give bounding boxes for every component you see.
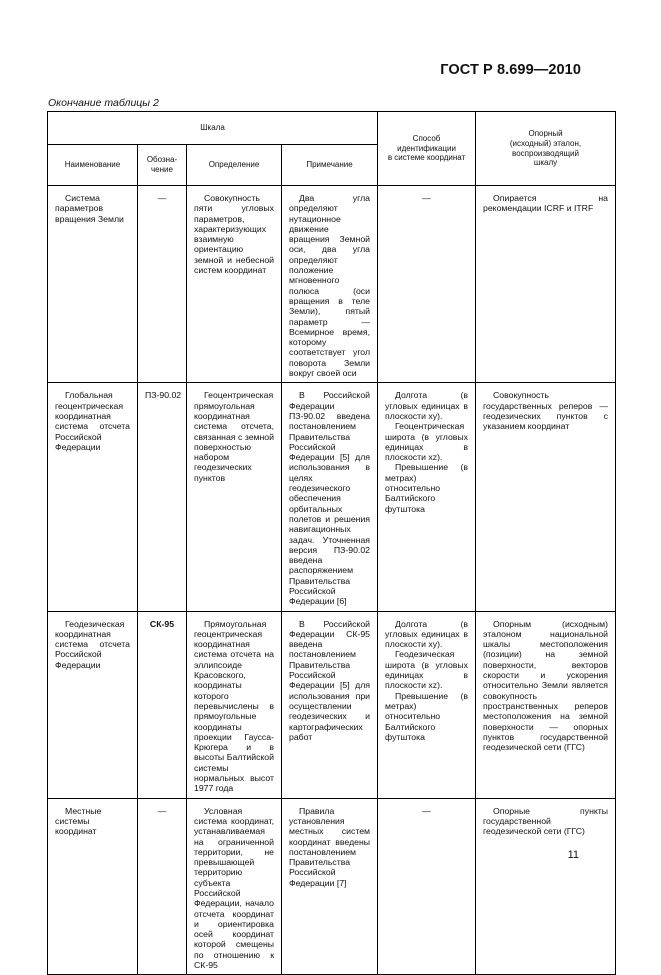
header-scale: Шкала	[48, 112, 378, 145]
cell-reference: Опорные пункты государственной геодезической сети (ГГС)	[483, 805, 609, 837]
header-definition: Определение	[187, 145, 282, 186]
cell-note: Два угла определяют нутационное движение вращения Земной оси, два угла определяют положение мгновенного полюса (оси вращения в теле Земли), пятый параметр — Всемирное время, которому соответствует угол поворота Земли вокруг своей оси	[289, 193, 371, 379]
cell-reference: Опорным (исходным) эталоном национальной шкалы местоположения (позиции) на земной поверхности, векторов скорости и ускорения относительно Земли является совокупность пространственных реперов местоположения на земной поверхности — опорных пунктов государственной геодезической сети (ГГС)	[483, 618, 609, 753]
page-number: 11	[567, 849, 579, 861]
cell-identification-line: Геодезическая широта (в угловых единицах в плоскости xz).	[385, 649, 469, 691]
cell-name: Местные системы координат	[55, 805, 102, 837]
header-designation: Обозна- чение	[138, 145, 187, 186]
cell-definition: Геоцентрическая прямоугольная координатная система отсчета, связанная с земной поверхностью набором геодезических пунктов	[194, 390, 274, 483]
data-table	[47, 111, 616, 975]
cell-designation: СК-95	[149, 618, 175, 629]
table-row	[48, 798, 616, 975]
cell-reference: Опирается на рекомендации ICRF и ITRF	[483, 193, 609, 214]
header-reference: Опорный (исходный) эталон, воспроизводящий шкалу	[476, 112, 616, 186]
cell-identification-line: Геоцентрическая широта (в угловых единицах в плоскости xz).	[385, 421, 469, 463]
table-caption: Окончание таблицы 2	[48, 97, 159, 109]
cell-identification-line: Долгота (в угловых единицах в плоскости xy).	[385, 618, 469, 650]
cell-definition: Прямоугольная геоцентрическая координатная система отсчета на эллипсоиде Красовского, координаты которого перевычислены в прямоугольные координаты проекции Гаусса-Крюгера и в высоты Балтийской системы нормальных высот 1977 года	[194, 618, 274, 794]
cell-definition: Совокупность пяти угловых параметров, характеризующих взаимную ориентацию земной и небесной систем координат	[194, 193, 274, 276]
header-note: Примечание	[282, 145, 378, 186]
cell-designation: ПЗ-90.02	[145, 390, 182, 401]
cell-reference: Совокупность государственных реперов — геодезических пунктов с указанием координат	[483, 390, 609, 432]
cell-designation: —	[157, 805, 167, 816]
header-name: Наименование	[48, 145, 138, 186]
cell-name: Система параметров вращения Земли	[55, 193, 124, 224]
cell-note: В Российской Федерации ПЗ-90.02 введена постановлением Правительства Российской Федерации [5] для использования в целях геодезического обеспечения орбитальных полетов и решения навигационных задач. Уточненная версия ПЗ-90.02 введена распоряжением Правительства Российской Федерации [6]	[289, 390, 371, 607]
cell-identification-line: Превышение (в метрах) относительно Балтийского футштока	[385, 462, 469, 514]
cell-identification-line: Превышение (в метрах) относительно Балтийского футштока	[385, 690, 469, 742]
standard-number: ГОСТ Р 8.699—2010	[440, 62, 581, 78]
table-row	[48, 611, 616, 798]
cell-name: Глобальная геоцентрическая координатная система отсчета Российской Федерации	[55, 390, 130, 452]
cell-identification: —	[422, 805, 431, 816]
cell-note: Правила установления местных систем координат введены постановлением Правительства Российской Федерации [7]	[289, 805, 371, 888]
header-identification: Способ идентификации в системе координат	[378, 112, 476, 186]
table-row	[48, 186, 616, 383]
table-row	[48, 383, 616, 611]
cell-note: В Российской Федерации СК-95 введена постановлением Правительства Российской Федерации [5] для использования при осуществлении геодезических и картографических работ	[289, 618, 371, 742]
cell-definition: Условная система координат, устанавливаемая на ограниченной территории, не превышающей территорию субъекта Российской Федерации, начало отсчета координат и ориентировка осей координат которой смещены по отношению к СК-95	[194, 805, 274, 971]
cell-identification-line: Долгота (в угловых единицах в плоскости xy).	[385, 390, 469, 421]
cell-name: Геодезическая координатная система отсчета Российской Федерации	[55, 618, 130, 670]
cell-identification: —	[422, 193, 431, 203]
cell-designation: —	[157, 193, 167, 203]
